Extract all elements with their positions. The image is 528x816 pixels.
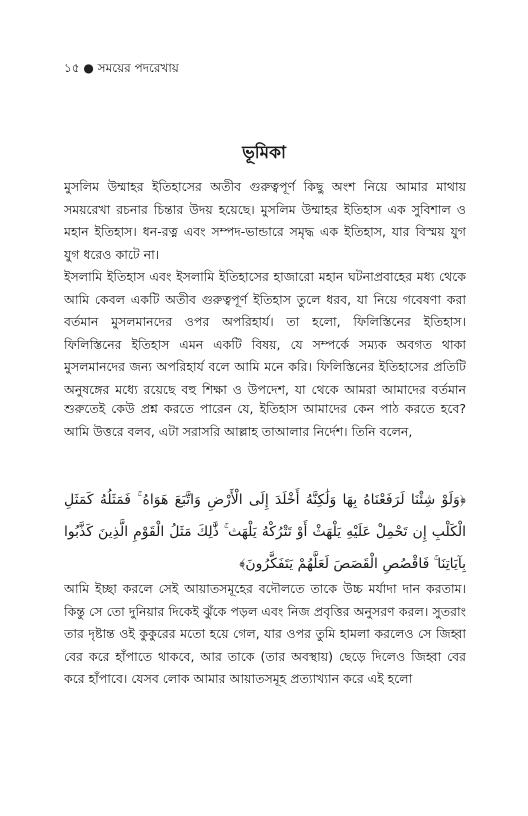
paragraph-4: আমি ইচ্ছা করলে সেই আয়াতসমূহের বদৌলতে তাকে উচ্চ মর্যাদা দান করতাম। কিন্তু সে তো দুনিয়ার দিকেই ঝুঁকে পড়ল এবং নিজ প্রবৃত্তির অনুসরণ করল। সুতরাং তার দৃষ্টান্ত ওই কুকুরের মতো হয়ে গেল, যার ওপর তুমি হামলা করলেও সে জিহ্বা বের করে হাঁপাতে থাকবে, আর তাকে (তার অবস্থায়) ছেড়ে দিলেও জিহ্বা বের করে হাঁপাবে। যেসব লোক আমার আয়াতসমূহ প্রত্যাখ্যান করে এই হলো <box>64 581 466 686</box>
arabic-verse: ﴿وَلَوْ شِئْنَا لَرَفَعْنَاهُ بِهَا وَلَٰكِنَّهُ أَخْلَدَ إِلَى الْأَرْضِ وَاتَّبَعَ هَوَاهُ ۚ فَمَثَلُهُ كَمَثَلِ الْكَلْبِ إِن تَحْمِلْ عَلَيْهِ يَلْهَثْ أَوْ تَتْرُكْهُ يَلْهَث ۚ ذَّٰلِكَ مَثَلُ الْقَوْمِ الَّذِينَ كَذَّبُوا بِآيَاتِنَا ۚ فَاقْصُصِ الْقَصَصَ لَعَلَّهُمْ يَتَفَكَّرُونَ﴾ <box>64 492 466 572</box>
chapter-title: ভূমিকা <box>242 143 286 163</box>
paragraph-1: মুসলিম উম্মাহর ইতিহাসের অতীব গুরুত্বপূর্ণ কিছু অংশ নিয়ে আমার মাথায় সময়রেখা রচনার চিন্তার উদয় হয়েছে। মুসলিম উম্মাহর ইতিহাস এক সুবিশাল ও মহান ইতিহাস। ধন-রত্ন এবং সম্পদ-ভান্ডারে সমৃদ্ধ এক ইতিহাস, যার বিস্ময় যুগ যুগ ধরেও কাটে না। <box>64 179 466 262</box>
paragraph-2: ইসলামি ইতিহাস এবং ইসলামি ইতিহাসের হাজারো মহান ঘটনাপ্রবাহের মধ্য থেকে আমি কেবল একটি অতীব গুরুত্বপূর্ণ ইতিহাস তুলে ধরব, যা নিয়ে গবেষণা করা বর্তমান মুসলমানদের ওপর অপরিহার্য। তা হলো, ফিলিস্তিনের ইতিহাস। ফিলিস্তিনের ইতিহাস এমন একটি বিষয়, যে সম্পর্কে সম্যক অবগত থাকা মুসলমানদের জন্য অপরিহার্য বলে আমি মনে করি। ফিলিস্তিনের ইতিহাসের প্রতিটি অনুষঙ্গের মধ্যে রয়েছে বহু শিক্ষা ও উপদেশ, যা থেকে আমরা আমাদের বর্তমান <box>64 269 466 397</box>
paragraph-3: শুরুতেই কেউ প্রশ্ন করতে পারেন যে, ইতিহাস আমাদের কেন পাঠ করতে হবে? আমি উত্তরে বলব, এটা সরাসরি আল্লাহ তাআলার নির্দেশ। তিনি বলেন, <box>64 401 466 439</box>
page-header: ১৫ ● সময়ের পদরেখায় <box>64 61 179 75</box>
